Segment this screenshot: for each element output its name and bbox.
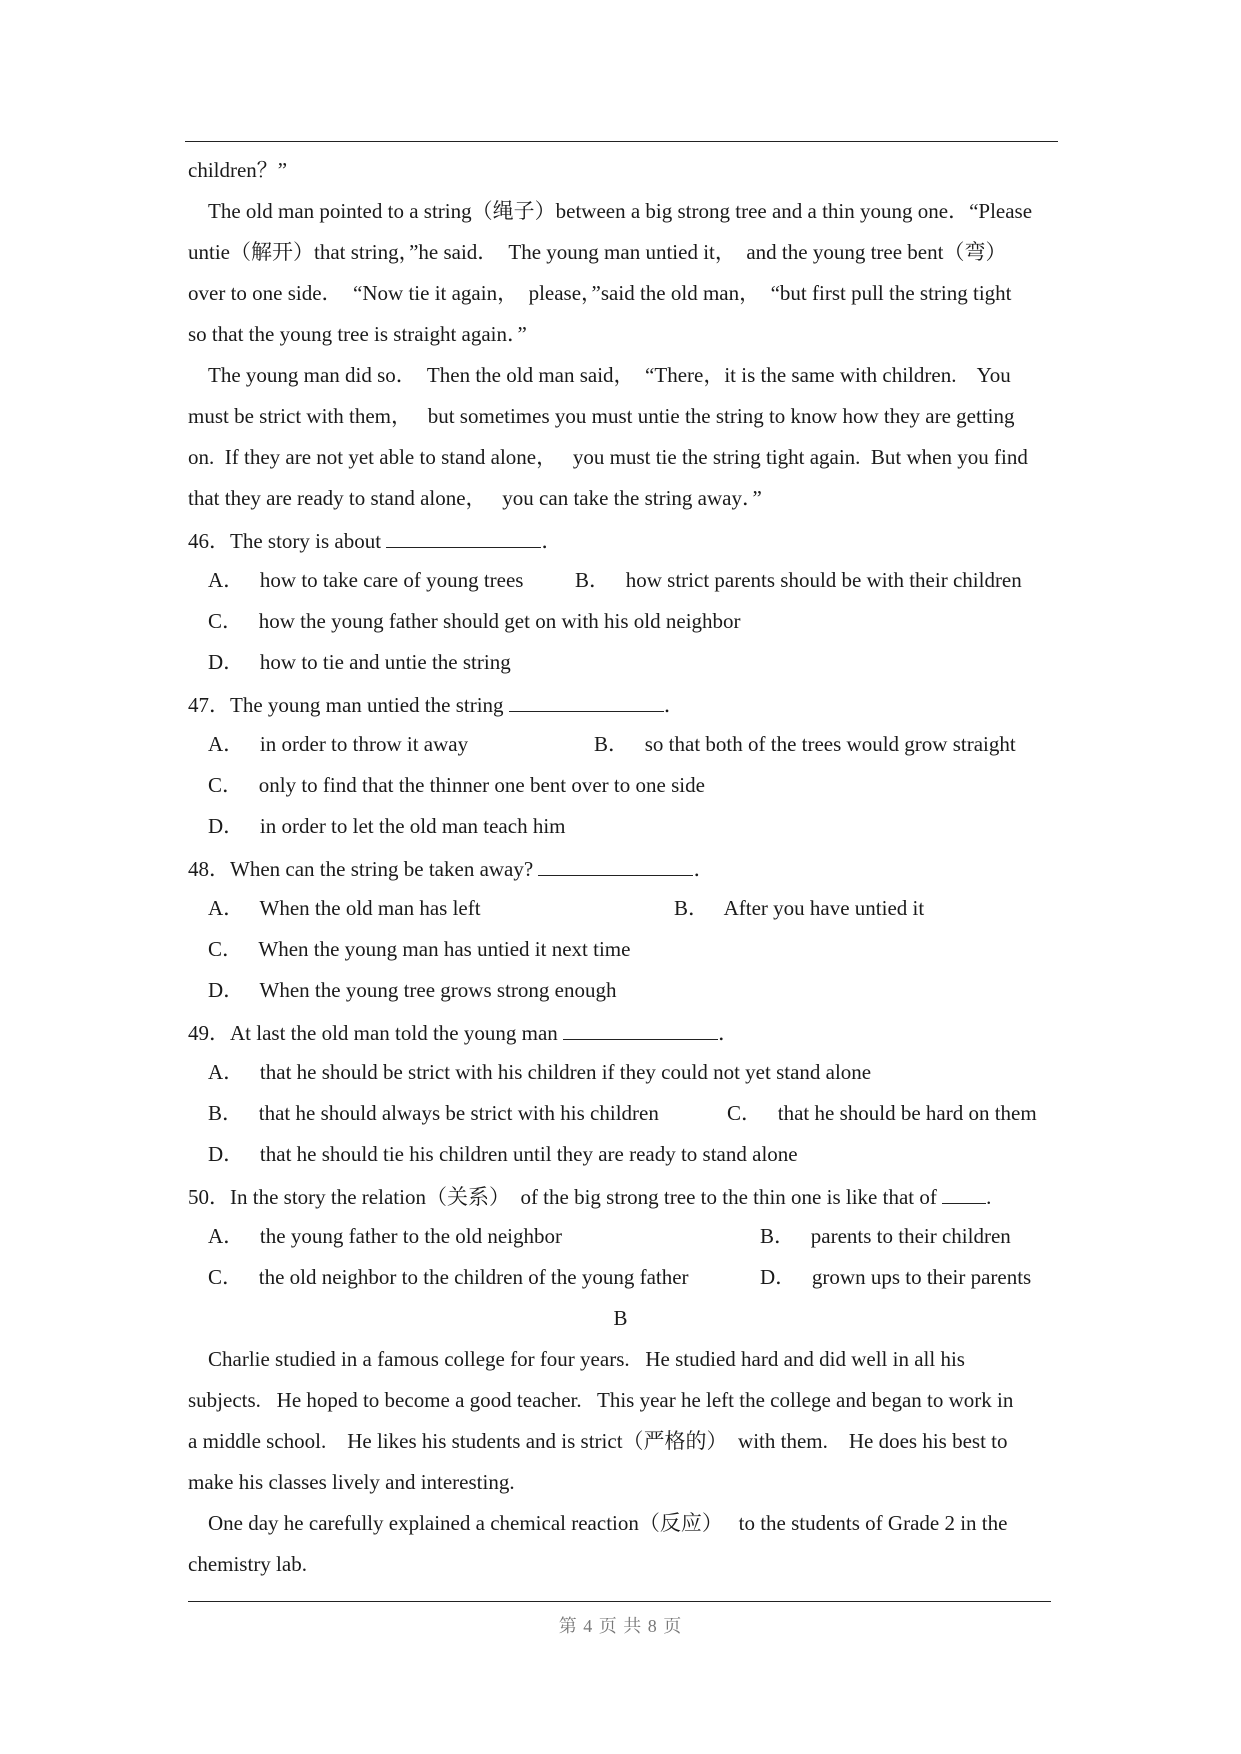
- passage-line: The young man did so． Then the old man said， “There，it is the same with children. You: [208, 363, 1011, 387]
- answer-blank[interactable]: [538, 853, 693, 876]
- option-c[interactable]: C． only to find that the thinner one bent over to one side: [208, 773, 705, 797]
- footer-rule: [188, 1601, 1051, 1602]
- option-b[interactable]: B． After you have untied it: [674, 896, 925, 920]
- answer-blank[interactable]: [386, 525, 541, 548]
- option-a[interactable]: A． how to take care of young trees: [208, 568, 524, 592]
- question-48: 48．When can the string be taken away? ．: [188, 853, 714, 883]
- passage-line: chemistry lab.: [188, 1552, 307, 1576]
- option-d[interactable]: D． grown ups to their parents: [760, 1265, 1032, 1289]
- option-b[interactable]: B． that he should always be strict with his children: [208, 1101, 659, 1125]
- question-46: 46．The story is about ．: [188, 525, 562, 555]
- question-stem: 46．The story is about: [188, 529, 387, 553]
- question-47: 47．The young man untied the string ．: [188, 689, 685, 719]
- option-b[interactable]: B． how strict parents should be with their children: [575, 568, 1022, 592]
- option-b[interactable]: B． parents to their children: [760, 1224, 1011, 1248]
- section-b-heading: B: [613, 1306, 628, 1330]
- option-b[interactable]: B． so that both of the trees would grow straight: [594, 732, 1016, 756]
- answer-blank[interactable]: [563, 1017, 718, 1040]
- passage-line: make his classes lively and interesting.: [188, 1470, 515, 1494]
- passage-line: a middle school. He likes his students and is strict（严格的） with them. He does his best to: [188, 1429, 1008, 1453]
- passage-line: subjects. He hoped to become a good teacher. This year he left the college and began to work in: [188, 1388, 1014, 1412]
- passage-line: must be strict with them， but sometimes you must untie the string to know how they are getting: [188, 404, 1015, 428]
- option-a[interactable]: A． that he should be strict with his children if they could not yet stand alone: [208, 1060, 872, 1084]
- option-c[interactable]: C． that he should be hard on them: [727, 1101, 1037, 1125]
- question-50: 50．In the story the relation（关系） of the big strong tree to the thin one is like that of .: [188, 1181, 991, 1211]
- question-stem: 48．When can the string be taken away?: [188, 857, 539, 881]
- option-a[interactable]: A． When the old man has left: [208, 896, 481, 920]
- passage-line: over to one side． “Now tie it again， please，”said the old man， “but first pull the string tight: [188, 281, 1012, 305]
- option-a[interactable]: A． the young father to the old neighbor: [208, 1224, 563, 1248]
- header-rule: [185, 141, 1058, 142]
- option-d[interactable]: D． how to tie and untie the string: [208, 650, 511, 674]
- option-c[interactable]: C． the old neighbor to the children of the young father: [208, 1265, 689, 1289]
- option-d[interactable]: D． in order to let the old man teach him: [208, 814, 566, 838]
- passage-line: The old man pointed to a string（绳子）between a big strong tree and a thin young one．“Please: [208, 199, 1033, 223]
- answer-blank[interactable]: [509, 689, 664, 712]
- passage-line: Charlie studied in a famous college for four years. He studied hard and did well in all his: [208, 1347, 965, 1371]
- page-number: 第 4 页 共 8 页: [558, 1616, 683, 1636]
- answer-blank[interactable]: [942, 1181, 986, 1204]
- passage-line: that they are ready to stand alone， you can take the string away．”: [188, 486, 762, 510]
- passage-line: children？”: [188, 158, 288, 182]
- option-d[interactable]: D． that he should tie his children until they are ready to stand alone: [208, 1142, 798, 1166]
- passage-line: so that the young tree is straight again．”: [188, 322, 527, 346]
- option-a[interactable]: A． in order to throw it away: [208, 732, 469, 756]
- question-stem: 50．In the story the relation（关系） of the big strong tree to the thin one is like that of: [188, 1185, 943, 1209]
- question-49: 49．At last the old man told the young man ．: [188, 1017, 739, 1047]
- option-c[interactable]: C． When the young man has untied it next time: [208, 937, 631, 961]
- option-d[interactable]: D． When the young tree grows strong enough: [208, 978, 617, 1002]
- passage-line: untie（解开）that string，”he said． The young man untied it， and the young tree bent（弯）: [188, 240, 1007, 264]
- question-stem: 49．At last the old man told the young man: [188, 1021, 564, 1045]
- question-stem: 47．The young man untied the string: [188, 693, 509, 717]
- option-c[interactable]: C． how the young father should get on with his old neighbor: [208, 609, 741, 633]
- passage-line: on. If they are not yet able to stand alone， you must tie the string tight again. But when you find: [188, 445, 1028, 469]
- passage-line: One day he carefully explained a chemical reaction（反应） to the students of Grade 2 in the: [208, 1511, 1008, 1535]
